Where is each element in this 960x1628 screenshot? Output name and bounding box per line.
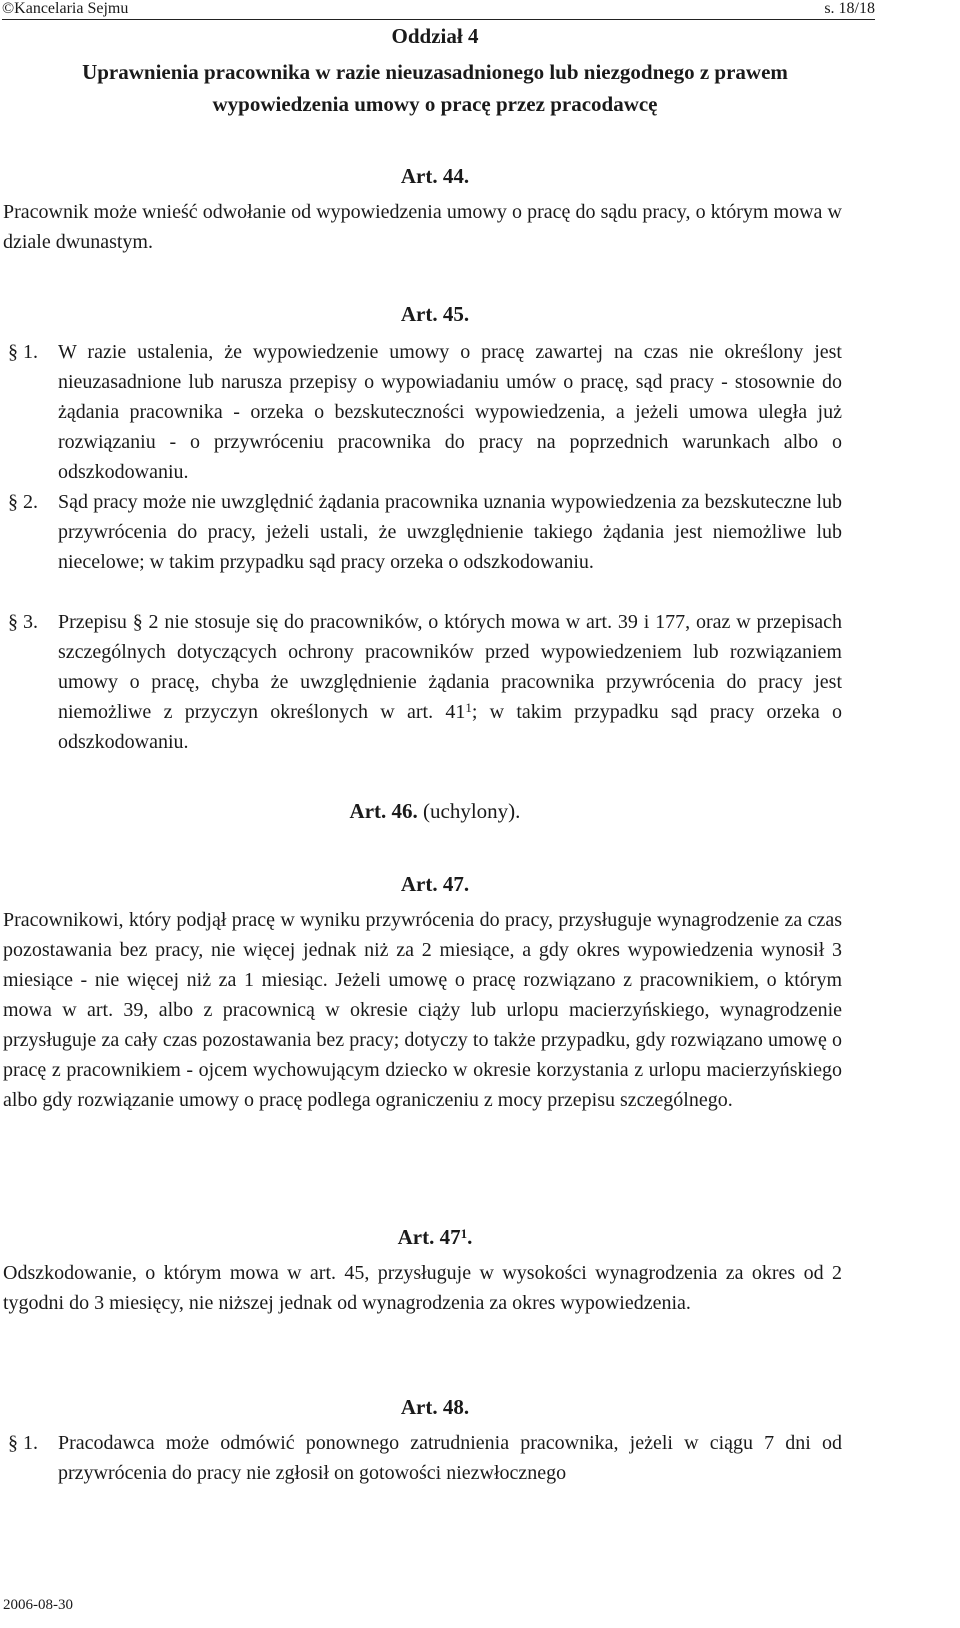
art-47-1-title: Art. 47 <box>397 1225 461 1249</box>
heading-dot: . <box>467 1225 473 1249</box>
art-48-heading: Art. 48. <box>400 1395 470 1419</box>
par-text: Pracodawca może odmówić ponownego zatrudnienia pracownika, jeżeli w ciągu 7 dni od przywrócenia do pracy nie zgłosił on gotowości niezwłocznego <box>58 1432 842 1484</box>
chapter-title: Oddział 4 <box>391 24 479 48</box>
par-number: § 1. <box>8 1432 38 1454</box>
art-47-text: Pracownikowi, który podjął pracę w wyniku przywrócenia do pracy, przysługuje wynagrodzenie za czas pozostawania bez pracy, nie więcej jednak niż za 2 miesiące, a gdy okres wypowiedzenia wynosił 3 miesiące - nie więcej niż za 1 miesiąc. Jeżeli umowę o pracę rozwiązano z pracownikiem, o którym mowa w art. 39, albo z pracownicą w okresie ciąży lub urlopu macierzyńskiego, wynagrodzenie przysługuje za cały czas pozostawania bez pracy; dotyczy to także przypadku, gdy rozwiązano umowę o pracę z pracownikiem - ojcem wychowującym dziecko w okresie korzystania z urlopu macierzyńskiego albo gdy rozwiązanie umowy o pracę podlega ograniczeniu z mocy przepisu szczególnego. <box>3 909 842 1111</box>
art-47-1-text: Odszkodowanie, o którym mowa w art. 45, przysługuje w wysokości wynagrodzenia za okres od 2 tygodni do 3 miesięcy, nie niższej jednak od wynagrodzenia za okres wypowiedzenia. <box>3 1262 842 1314</box>
par-text-b: ; w takim przypadku sąd pracy orzeka o odszkodowaniu. <box>58 701 843 753</box>
par-text-a: Przepisu § 2 nie stosuje się do pracowników, o których mowa w art. 39 i 177, oraz w przepisach szczególnych dotyczących ochrony pracowników przed wypowiedzeniem lub rozwiązaniem umowy o pracę, chyba że uwzględnienie żądania pracownika przywrócenia do pracy jest niemożliwe z przyczyn określonych w art. 41 <box>58 611 842 723</box>
art-45-par-2 <box>8 487 842 577</box>
par-text: W razie ustalenia, że wypowiedzenie umowy o pracę zawartej na czas nie określony jest nieuzasadnione lub narusza przepisy o wypowiadaniu umów o pracę, sąd pracy - stosownie do żądania pracownika - orzeka o bezskuteczności wypowiedzenia, a jeżeli umowa uległa już rozwiązaniu - o przywróceniu pracownika do pracy na poprzednich warunkach albo o odszkodowaniu. <box>58 341 842 483</box>
par-number: § 3. <box>8 611 38 633</box>
art-45-heading: Art. 45. <box>400 302 470 326</box>
publisher-label: ©Kancelaria Sejmu <box>2 0 129 17</box>
art-46-heading <box>0 795 870 827</box>
art-44-heading: Art. 44. <box>400 164 470 188</box>
superscript: 1 <box>460 1226 468 1241</box>
par-number: § 2. <box>8 491 38 513</box>
art-45-par-1 <box>8 337 842 487</box>
par-number: § 1. <box>8 341 38 363</box>
art-45-par-3 <box>8 607 842 757</box>
art-48-par-1 <box>8 1428 842 1488</box>
page-header <box>2 0 960 22</box>
par-text: Sąd pracy może nie uwzględnić żądania pracownika uznania wypowiedzenia za bezskuteczne lub przywrócenia do pracy, jeżeli ustali, że uwzględnienie takiego żądania jest niemożliwe lub niecelowe; w takim przypadku sąd pracy orzeka o odszkodowaniu. <box>58 491 842 573</box>
chapter-subtitle-line-1: Uprawnienia pracownika w razie nieuzasadnionego lub niezgodnego z prawem <box>82 60 788 84</box>
par-text <box>58 607 842 757</box>
footer-date: 2006-08-30 <box>3 1597 73 1613</box>
art-47-1-heading <box>0 1221 870 1253</box>
art-44-text: Pracownik może wnieść odwołanie od wypowiedzenia umowy o pracę do sądu pracy, o którym mowa w dziale dwunastym. <box>3 201 842 253</box>
superscript: 1 <box>465 700 472 715</box>
art-46-note: (uchylony). <box>423 799 521 823</box>
chapter-subtitle-line-2: wypowiedzenia umowy o pracę przez pracodawcę <box>212 92 658 116</box>
art-47-heading: Art. 47. <box>400 872 470 896</box>
page-number: s. 18/18 <box>824 0 875 17</box>
art-46-title: Art. 46. <box>349 799 418 823</box>
